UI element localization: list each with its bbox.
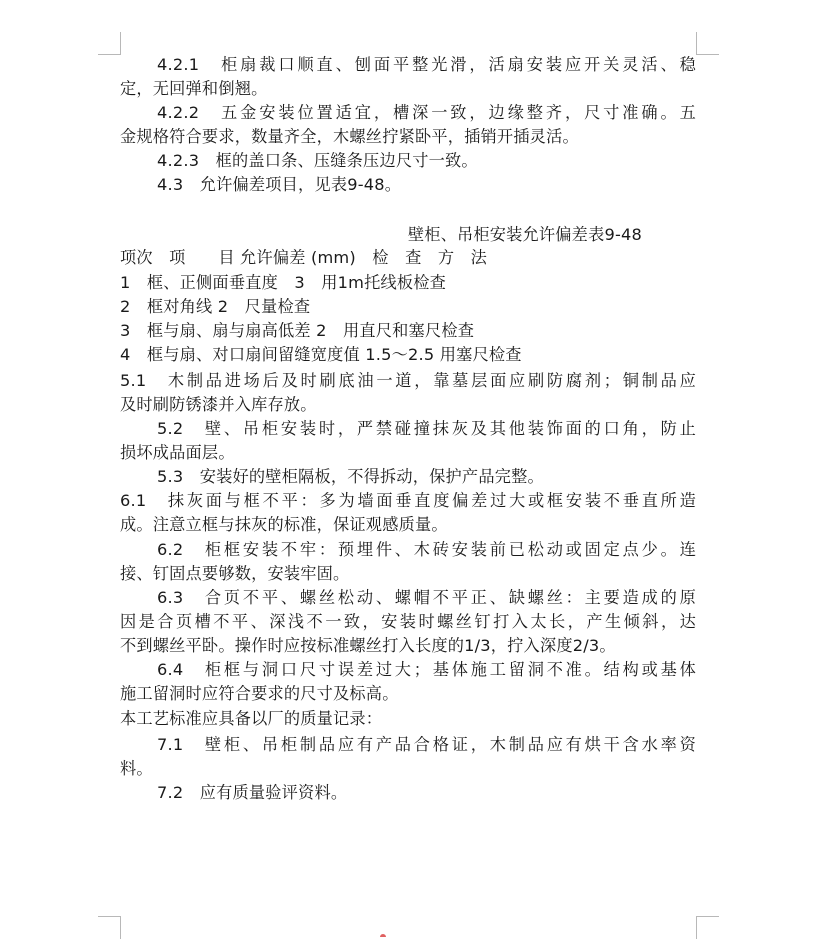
para-5-1-line-2: 及时刷防锈漆并入库存放。 [120, 395, 317, 414]
para-6-3-line-3: 不到螺丝平卧。操作时应按标准螺丝打入长度的1/3，拧入深度2/3。 [120, 636, 616, 655]
table-row: 1 框、正侧面垂直度 3 用1m托线板检查 [120, 273, 447, 292]
para-4-2-2-line-2: 金规格符合要求，数量齐全，木螺丝拧紧卧平，插销开插灵活。 [120, 127, 579, 146]
para-4-2-3: 4.2.3 框的盖口条、压缝条压边尺寸一致。 [157, 151, 478, 170]
table-title: 壁柜、吊柜安装允许偏差表9-48 [407, 225, 642, 244]
para-7-1-line-1: 7.1 壁柜、吊柜制品应有产品合格证，木制品应有烘干含水率资 [157, 735, 696, 754]
para-4-3: 4.3 允许偏差项目，见表9-48。 [157, 175, 402, 194]
para-6-4-line-2: 施工留洞时应符合要求的尺寸及标高。 [120, 684, 399, 703]
para-6-2-line-1: 6.2 柜框安装不牢：预埋件、木砖安装前已松动或固定点少。连 [157, 540, 696, 559]
para-4-2-1-line-1: 4.2.1 柜扇裁口顺直、刨面平整光滑，活扇安装应开关灵活、稳 [157, 55, 696, 74]
para-6-4-line-1: 6.4 柜框与洞口尺寸误差过大；基体施工留洞不准。结构或基体 [157, 660, 696, 679]
table-row: 4 框与扇、对口扇间留缝宽度值 1.5～2.5 用塞尺检查 [120, 345, 522, 364]
para-6-3-line-2: 因是合页槽不平、深浅不一致，安装时螺丝钉打入太长，产生倾斜，达 [120, 612, 696, 631]
crop-mark-bottom-left [98, 916, 121, 939]
para-6-3-line-1: 6.3 合页不平、螺丝松动、螺帽不平正、缺螺丝：主要造成的原 [157, 588, 696, 607]
para-records-intro: 本工艺标准应具备以厂的质量记录： [120, 709, 383, 728]
crop-mark-top-left [98, 32, 121, 55]
para-4-2-1-line-2: 定，无回弹和倒翘。 [120, 79, 268, 98]
para-6-1-line-2: 成。注意立框与抹灰的标准，保证观感质量。 [120, 515, 448, 534]
para-4-2-2-line-1: 4.2.2 五金安装位置适宜，槽深一致，边缘整齐，尺寸准确。五 [157, 103, 696, 122]
table-row: 2 框对角线 2 尺量检查 [120, 297, 311, 316]
para-5-3: 5.3 安装好的壁柜隔板，不得拆动，保护产品完整。 [157, 467, 544, 486]
para-7-1-line-2: 料。 [120, 759, 153, 778]
table-header: 项次 项 目 允许偏差 (mm) 检 查 方 法 [120, 248, 488, 267]
para-7-2: 7.2 应有质量验评资料。 [157, 783, 348, 802]
para-5-1-line-1: 5.1 木制品进场后及时刷底油一道，靠墓层面应刷防腐剂；铜制品应 [120, 371, 696, 390]
para-6-2-line-2: 接、钉固点要够数，安装牢固。 [120, 564, 350, 583]
para-5-2-line-2: 损坏成品面层。 [120, 443, 235, 462]
para-6-1-line-1: 6.1 抹灰面与框不平：多为墙面垂直度偏差过大或框安装不垂直所造 [120, 491, 696, 510]
table-row: 3 框与扇、扇与扇高低差 2 用直尺和塞尺检查 [120, 321, 475, 340]
para-5-2-line-1: 5.2 壁、吊柜安装时，严禁碰撞抹灰及其他装饰面的口角，防止 [157, 419, 696, 438]
crop-mark-bottom-right [696, 916, 719, 939]
crop-mark-top-right [696, 32, 719, 55]
